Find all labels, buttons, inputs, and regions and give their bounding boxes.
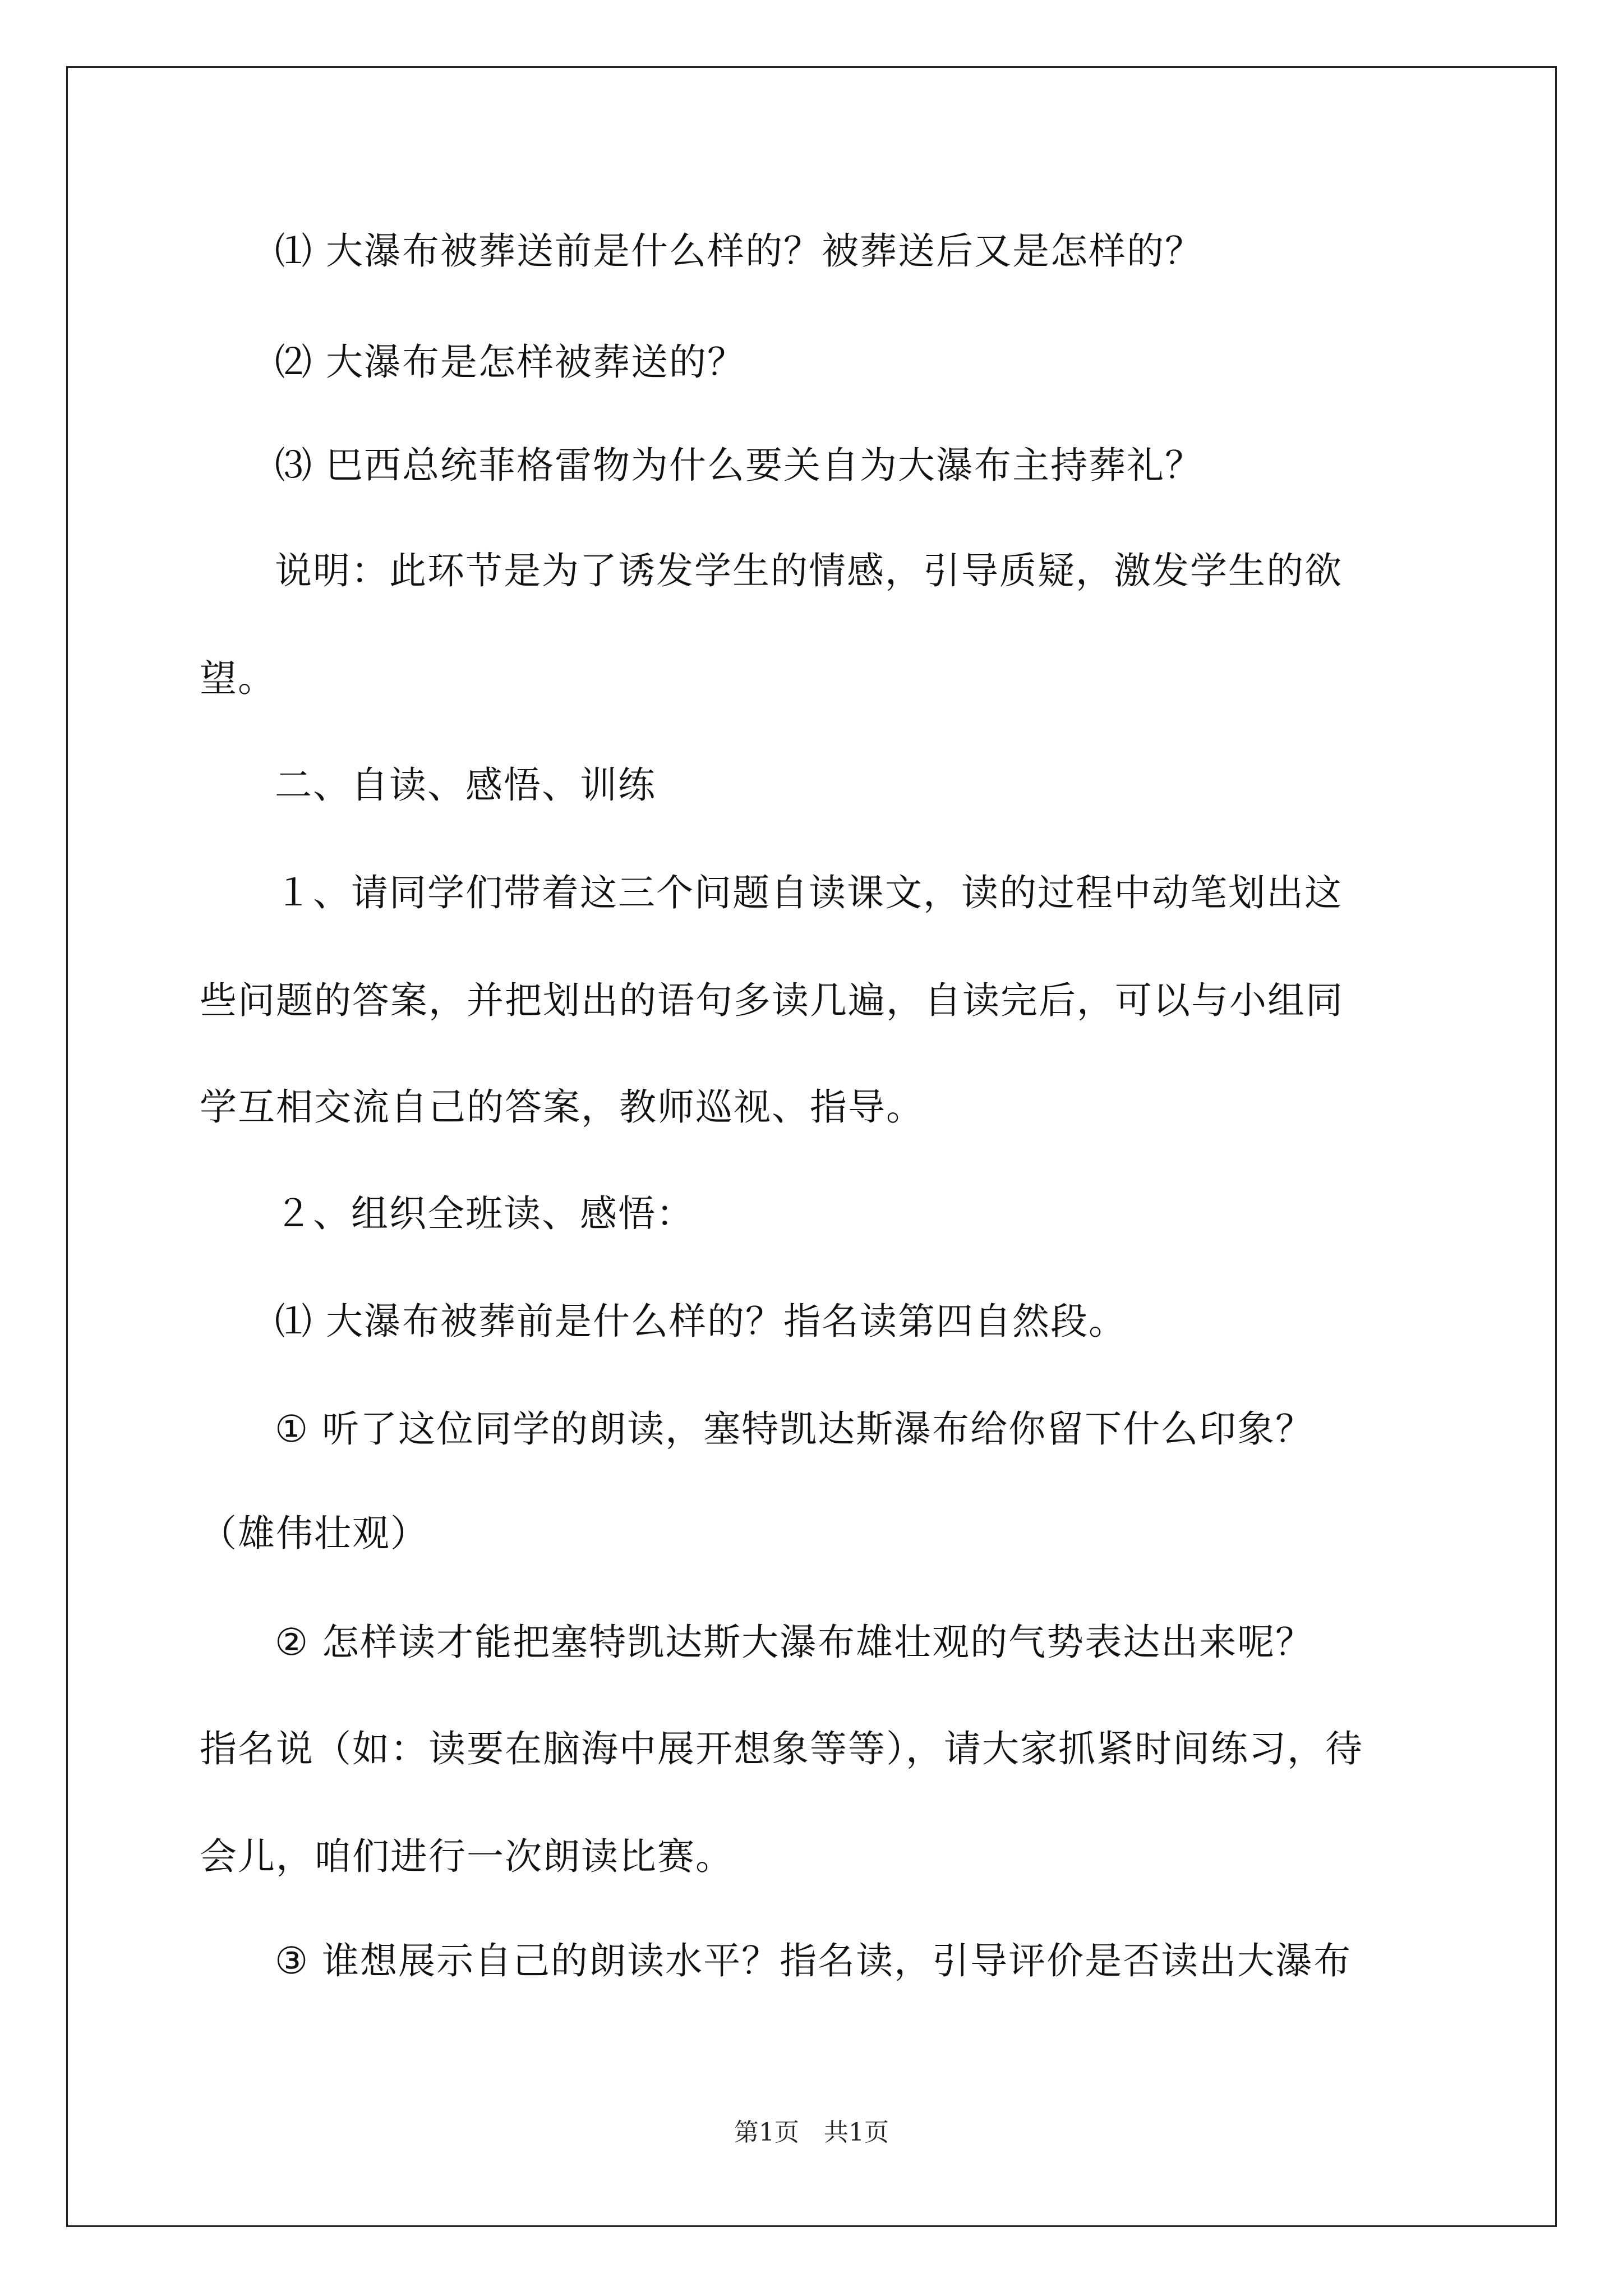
- page-border: [66, 66, 1557, 2227]
- section-heading: 二、自读、感悟、训练: [275, 763, 656, 807]
- explanation-line: 说明：此环节是为了诱发学生的情感，引导质疑，激发学生的欲: [275, 549, 1343, 592]
- item-1-continuation: （雄伟壮观）: [200, 1512, 428, 1555]
- step-1-continuation: 些问题的答案，并把划出的语句多读几遍，自读完后，可以与小组同: [200, 979, 1344, 1022]
- question-1-line: ⑴ 大瀑布被葬送前是什么样的？被葬送后又是怎样的？: [275, 229, 1203, 273]
- item-3-line: ③ 谁想展示自己的朗读水平？指名读，引导评价是否读出大瀑布: [275, 1939, 1352, 1982]
- question-3-line: ⑶ 巴西总统菲格雷物为什么要关自为大瀑布主持葬礼？: [275, 444, 1203, 487]
- item-2-continuation: 指名说（如：读要在脑海中展开想象等等），请大家抓紧时间练习，待: [200, 1727, 1363, 1770]
- step-1-line: １、请同学们带着这三个问题自读课文，读的过程中动笔划出这: [275, 871, 1343, 914]
- item-2-continuation: 会儿，咱们进行一次朗读比赛。: [200, 1835, 734, 1878]
- sub-question-1-line: ⑴ 大瀑布被葬前是什么样的？指名读第四自然段。: [275, 1300, 1127, 1343]
- item-2-line: ② 怎样读才能把塞特凯达斯大瀑布雄壮观的气势表达出来呢？: [275, 1621, 1314, 1664]
- explanation-continuation: 望。: [200, 657, 276, 700]
- question-2-line: ⑵ 大瀑布是怎样被葬送的？: [275, 341, 745, 384]
- step-2-line: ２、组织全班读、感悟：: [275, 1192, 694, 1235]
- step-1-continuation: 学互相交流自己的答案，教师巡视、指导。: [200, 1085, 924, 1129]
- item-1-line: ① 听了这位同学的朗读，塞特凯达斯瀑布给你留下什么印象？: [275, 1407, 1314, 1451]
- page-footer: 第1页 共1页: [734, 2118, 889, 2147]
